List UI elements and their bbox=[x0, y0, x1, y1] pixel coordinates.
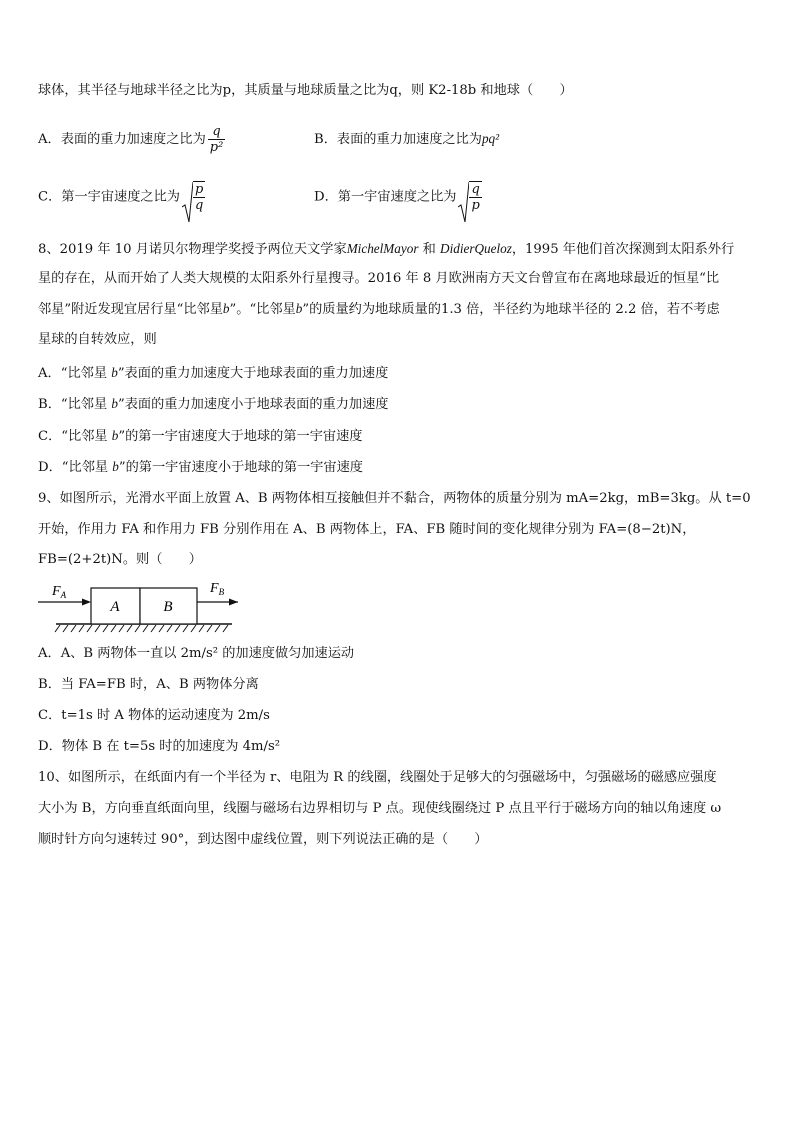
q8-text: ”。“比邻星 bbox=[229, 302, 296, 317]
option-text: D．“比邻星 bbox=[38, 460, 113, 475]
fraction-numerator: q bbox=[471, 182, 480, 197]
q8-text: ，1995 年他们首次探测到太阳系外行 bbox=[511, 242, 735, 257]
force-b-label: $F_B$ bbox=[210, 581, 225, 597]
q7-option-d-sqrt bbox=[458, 181, 481, 213]
ground-hatching bbox=[55, 625, 228, 632]
q8-option-b bbox=[38, 395, 388, 414]
planet-letter: b bbox=[222, 301, 230, 316]
fraction-denominator: p² bbox=[209, 140, 224, 155]
q10-line-1: 10、如图所示，在纸面内有一个半径为 r、电阻为 R 的线圈，线圈处于足够大的匀强磁场中，匀强磁场的磁感应强度 bbox=[38, 770, 717, 785]
block-b-label: B bbox=[163, 599, 173, 615]
q7-option-a-text: A．表面的重力加速度之比为 bbox=[38, 132, 206, 147]
q10-line-2: 大小为 B，方向垂直纸面向里，线圈与磁场右边界相切与 P 点。现使线圈绕过 P 点且平行于磁场方向的轴以角速度 ω bbox=[38, 801, 722, 816]
q9-force-diagram bbox=[38, 578, 238, 634]
q10-line-3: 顺时针方向匀速转过 90°，到达图中虚线位置，则下列说法正确的是（ ） bbox=[38, 832, 488, 847]
force-b-arrowhead bbox=[229, 599, 238, 606]
q7-option-a bbox=[38, 124, 225, 155]
fraction-numerator: q bbox=[212, 124, 221, 139]
q7-option-a-fraction bbox=[208, 124, 226, 155]
planet-letter: b bbox=[111, 396, 118, 411]
q9-line-2: 开始，作用力 FA 和作用力 FB 分别作用在 A、B 两物体上，FA、FB 随时间的变化规律分别为 FA=(8−2t)N， bbox=[38, 522, 696, 537]
q8-text: ”的质量约为地球质量的1.3 倍，半径约为地球半径的 2.2 倍，若不考虑 bbox=[302, 302, 720, 317]
fraction-denominator: q bbox=[194, 198, 204, 213]
q7-option-d-text: D．第一宇宙速度之比为 bbox=[314, 189, 457, 205]
option-text: ”的第一宇宙速度大于地球的第一宇宙速度 bbox=[118, 429, 363, 444]
planet-letter: b bbox=[112, 459, 119, 474]
option-text: B．“比邻星 bbox=[38, 397, 112, 412]
planet-letter: b bbox=[111, 365, 118, 380]
q9-option-a: A．A、B 两物体一直以 2m/s² 的加速度做匀加速运动 bbox=[38, 646, 355, 661]
q7-option-b bbox=[314, 130, 499, 149]
q8-option-a bbox=[38, 364, 388, 383]
q7-stem: 球体，其半径与地球半径之比为p，其质量与地球质量之比为q，则 K2-18b 和地球（ ） bbox=[38, 83, 573, 98]
q8-text: 8、2019 年 10 月诺贝尔物理学奖授予两位天文学家 bbox=[38, 242, 347, 257]
q8-option-d bbox=[38, 458, 363, 477]
q8-line-3 bbox=[38, 300, 720, 319]
scientist-name: DidierQueloz bbox=[440, 241, 512, 256]
q9-line-1: 9、如图所示，光滑水平面上放置 A、B 两物体相互接触但并不黏合，两物体的质量分别为 mA=2kg，mB=3kg。从 t=0 bbox=[38, 491, 751, 506]
option-text: ”表面的重力加速度大于地球表面的重力加速度 bbox=[117, 366, 389, 381]
q8-line-2: 星的存在，从而开始了人类大规模的太阳系外行星搜寻。2016 年 8 月欧洲南方天文台曾宣布在离地球最近的恒星“比 bbox=[38, 271, 720, 286]
q7-option-c-text: C．第一宇宙速度之比为 bbox=[38, 189, 180, 205]
q7-option-b-expr: pq² bbox=[481, 131, 500, 146]
q9-option-b: B．当 FA=FB 时，A、B 两物体分离 bbox=[38, 677, 259, 692]
q8-line-1 bbox=[38, 240, 734, 259]
q7-option-b-text: B．表面的重力加速度之比为 bbox=[314, 132, 482, 147]
q8-line-4: 星球的自转效应，则 bbox=[38, 332, 157, 347]
block-a-label: A bbox=[110, 599, 120, 615]
q8-text: 和 bbox=[418, 242, 441, 257]
q9-line-3: FB=(2+2t)N。则（ ） bbox=[38, 552, 202, 567]
q7-option-c bbox=[38, 181, 205, 213]
option-text: ”表面的重力加速度小于地球表面的重力加速度 bbox=[117, 397, 389, 412]
q9-option-d: D．物体 B 在 t=5s 时的加速度为 4m/s² bbox=[38, 739, 280, 754]
q8-option-c bbox=[38, 427, 363, 446]
planet-letter: b bbox=[295, 301, 303, 316]
option-text: ”的第一宇宙速度小于地球的第一宇宙速度 bbox=[118, 460, 363, 475]
option-text: C．“比邻星 bbox=[38, 429, 112, 444]
force-a-arrowhead bbox=[82, 599, 91, 606]
scientist-name: MichelMayor bbox=[346, 241, 419, 256]
option-text: A．“比邻星 bbox=[38, 366, 112, 381]
force-a-label: $F_A$ bbox=[52, 584, 67, 600]
planet-letter: b bbox=[111, 428, 119, 443]
fraction-numerator: p bbox=[194, 182, 204, 197]
q7-option-c-sqrt bbox=[182, 181, 205, 213]
q9-option-c: C．t=1s 时 A 物体的运动速度为 2m/s bbox=[38, 708, 270, 723]
q7-option-d bbox=[314, 181, 482, 213]
q8-text: 邻星”附近发现宜居行星“比邻星 bbox=[38, 302, 223, 317]
fraction-denominator: p bbox=[471, 198, 480, 213]
